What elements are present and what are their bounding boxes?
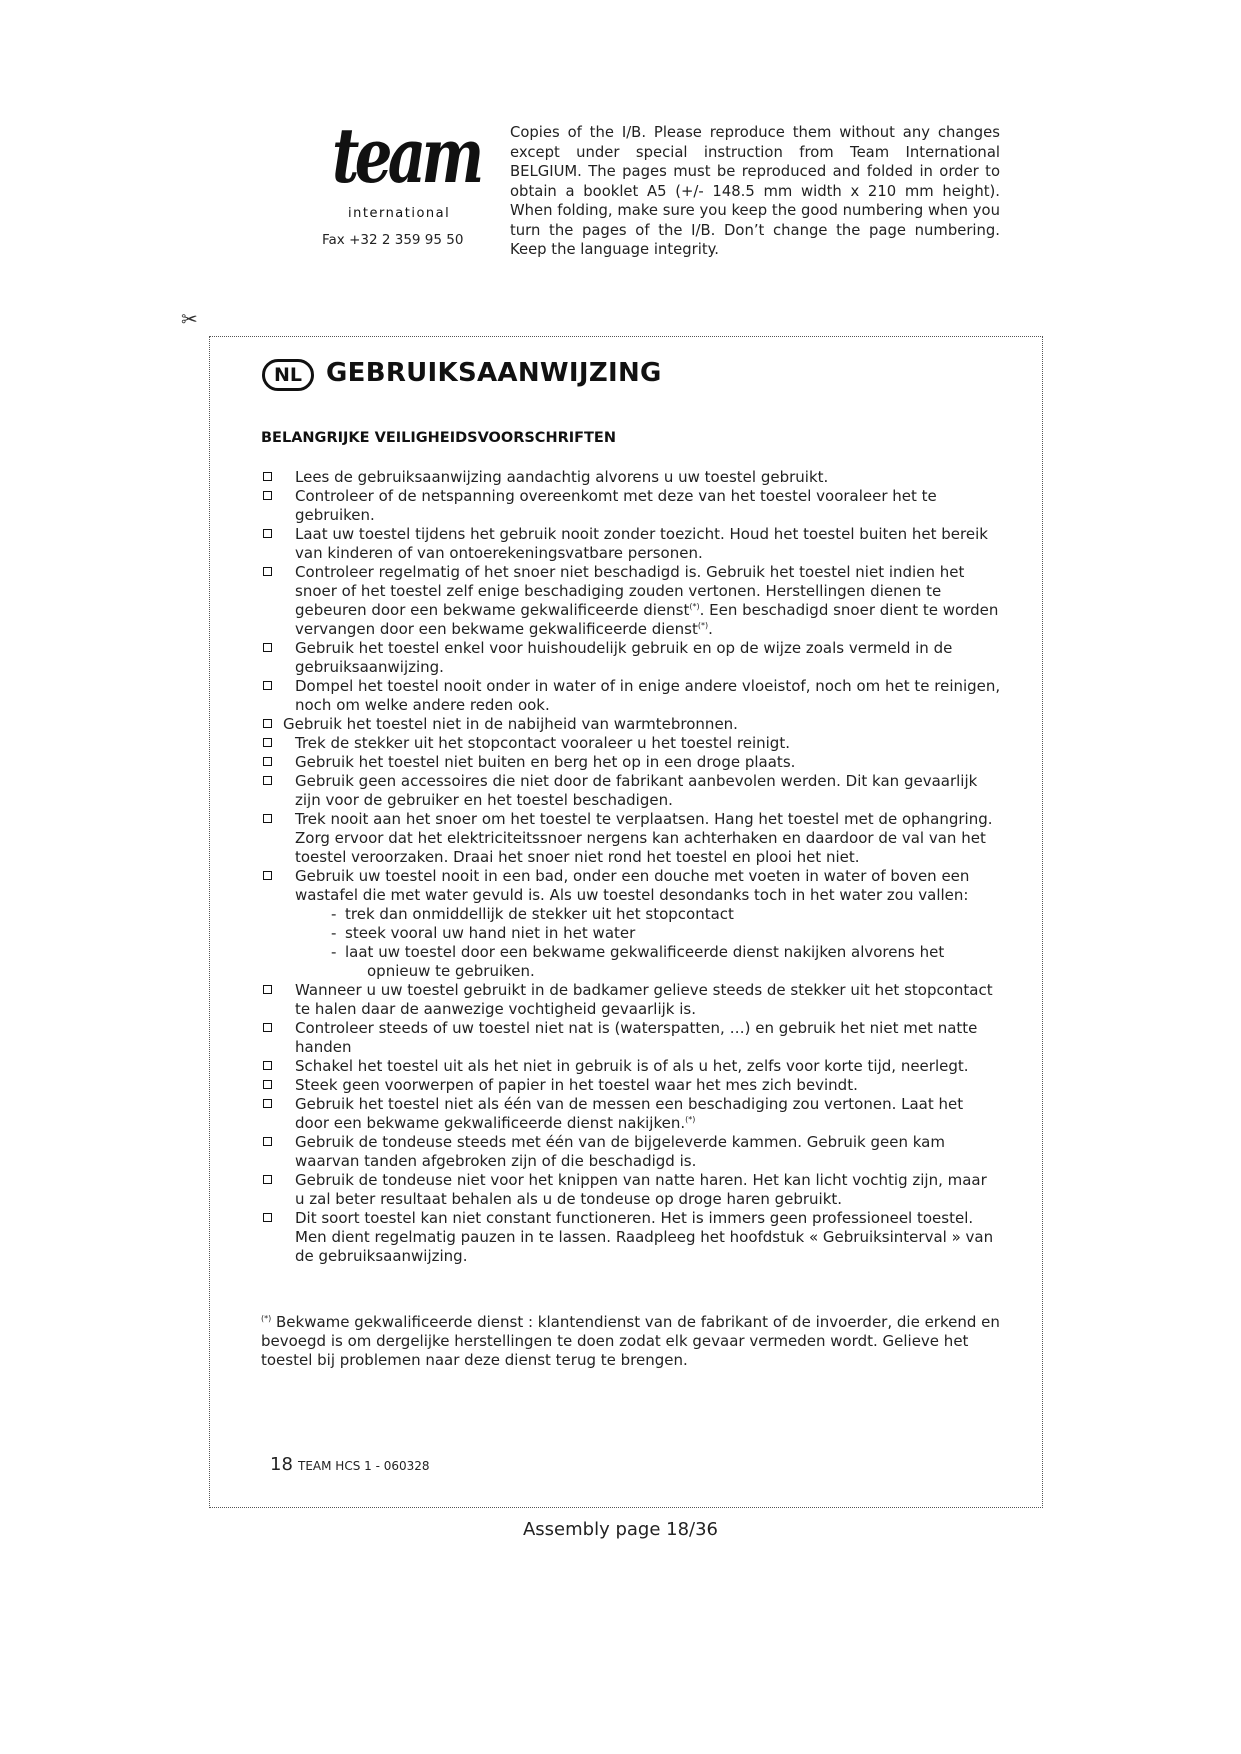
asterisk-reference: (*)	[697, 621, 709, 630]
checkbox-bullet-icon	[263, 491, 272, 500]
logo-subtitle: international	[348, 206, 451, 221]
list-item: Schakel het toestel uit als het niet in gebruik is of als u het, zelfs voor korte tijd, neerlegt.	[261, 1057, 1001, 1076]
reproduction-instructions: Copies of the I/B. Please reproduce them without any changes except under special instruction from Team International BELGIUM. The pages must be reproduced and folded in order to obtain a booklet A5 (+/- 148.5 mm width x 210 mm height). When folding, make sure you keep the good numbering when you turn the pages of the I/B. Don’t change the page numbering. Keep the language integrity.	[510, 124, 1000, 258]
sub-list-item: - trek dan onmiddellijk de stekker uit het stopcontact	[331, 905, 734, 923]
list-item: Controleer steeds of uw toestel niet nat is (waterspatten, …) en gebruik het niet met natte handen	[261, 1019, 1001, 1057]
list-item: Gebruik het toestel enkel voor huishoudelijk gebruik en op de wijze zoals vermeld in de gebruiksaanwijzing.	[261, 639, 1001, 677]
checkbox-bullet-icon	[263, 529, 272, 538]
model-reference: TEAM HCS 1 - 060328	[298, 1459, 430, 1473]
list-item: Gebruik het toestel niet buiten en berg het op in een droge plaats.	[261, 753, 1001, 772]
checkbox-bullet-icon	[263, 1099, 272, 1108]
fax-number: Fax +32 2 359 95 50	[322, 232, 464, 248]
checkbox-bullet-icon	[263, 1137, 272, 1146]
list-item: Controleer of de netspanning overeenkomt met deze van het toestel vooraleer het te gebruiken.	[261, 487, 1001, 525]
logo-wordmark: team	[332, 111, 480, 200]
list-item: Gebruik het toestel niet als één van de messen een beschadiging zou vertonen. Laat het door een bekwame gekwalificeerde dienst nakijken.(*)	[261, 1095, 1001, 1133]
checkbox-bullet-icon	[263, 567, 272, 576]
safety-instructions-list	[261, 468, 1001, 1266]
page-title: GEBRUIKSAANWIJZING	[326, 358, 662, 388]
sub-list-item: - steek vooral uw hand niet in het water	[331, 924, 636, 942]
checkbox-bullet-icon	[263, 472, 272, 481]
list-item: Gebruik de tondeuse niet voor het knippen van natte haren. Het kan licht vochtig zijn, maar u zal beter resultaat behalen als u de tondeuse op droge haren gebruikt.	[261, 1171, 1001, 1209]
list-item: Dompel het toestel nooit onder in water of in enige andere vloeistof, noch om het te reinigen, noch om welke andere reden ook.	[261, 677, 1001, 715]
checkbox-bullet-icon	[263, 757, 272, 766]
list-item: Laat uw toestel tijdens het gebruik nooit zonder toezicht. Houd het toestel buiten het bereik van kinderen of van ontoerekeningsvatbare personen.	[261, 525, 1001, 563]
asterisk-reference: (*)	[689, 602, 700, 611]
checkbox-bullet-icon	[263, 643, 272, 652]
checkbox-bullet-icon	[263, 1213, 272, 1222]
list-item: Gebruik uw toestel nooit in een bad, onder een douche met voeten in water of boven een wastafel die met water gevuld is. Als uw toestel desondanks toch in het water zou vallen:	[261, 867, 1001, 905]
list-item: Dit soort toestel kan niet constant functioneren. Het is immers geen professioneel toestel. Men dient regelmatig pauzen in te lassen. Raadpleeg het hoofdstuk « Gebruiksinterval » van de gebruiksaanwijzing.	[261, 1209, 1001, 1266]
checkbox-bullet-icon	[263, 985, 272, 994]
footnote: (*) Bekwame gekwalificeerde dienst : klantendienst van de fabrikant of de invoerder, die erkend en bevoegd is om dergelijke herstellingen te doen zodat elk gevaar vermeden wordt. Gelieve het toestel bij problemen naar deze dienst terug te brengen.	[261, 1313, 1000, 1369]
asterisk-reference: (*)	[685, 1115, 696, 1124]
sub-list-item: - laat uw toestel door een bekwame gekwalificeerde dienst nakijken alvorens het	[331, 943, 945, 961]
section-heading: BELANGRIJKE VEILIGHEIDSVOORSCHRIFTEN	[261, 430, 616, 446]
list-item: Trek de stekker uit het stopcontact vooraleer u het toestel reinigt.	[261, 734, 1001, 753]
sub-list-item-continuation: opnieuw te gebruiken.	[367, 962, 535, 980]
page-number: 18	[270, 1454, 293, 1475]
checkbox-bullet-icon	[263, 1061, 272, 1070]
checkbox-bullet-icon	[263, 681, 272, 690]
checkbox-bullet-icon	[263, 1080, 272, 1089]
checkbox-bullet-icon	[263, 871, 272, 880]
checkbox-bullet-icon	[263, 719, 272, 728]
checkbox-bullet-icon	[263, 814, 272, 823]
list-item: Steek geen voorwerpen of papier in het toestel waar het mes zich bevindt.	[261, 1076, 1001, 1095]
language-badge: NL	[262, 359, 314, 391]
assembly-page-label: Assembly page 18/36	[522, 1519, 719, 1540]
asterisk-reference: (*)	[261, 1314, 272, 1323]
list-item: Lees de gebruiksaanwijzing aandachtig alvorens u uw toestel gebruikt.	[261, 468, 1001, 487]
list-item: Gebruik geen accessoires die niet door de fabrikant aanbevolen werden. Dit kan gevaarlijk zijn voor de gebruiker en het toestel beschadigen.	[261, 772, 1001, 810]
list-item: Trek nooit aan het snoer om het toestel te verplaatsen. Hang het toestel met de ophangring. Zorg ervoor dat het elektriciteitssnoer nergens kan achterhaken en daardoor de val van het toestel veroorzaken. Draai het snoer niet rond het toestel en plooi het niet.	[261, 810, 1001, 867]
list-item: Wanneer u uw toestel gebruikt in de badkamer gelieve steeds de stekker uit het stopcontact te halen daar de aanwezige vochtigheid gevaarlijk is.	[261, 981, 1001, 1019]
list-item: Gebruik de tondeuse steeds met één van de bijgeleverde kammen. Gebruik geen kam waarvan tanden afgebroken zijn of die beschadigd is.	[261, 1133, 1001, 1171]
checkbox-bullet-icon	[263, 776, 272, 785]
list-item: Gebruik het toestel niet in de nabijheid van warmtebronnen.	[261, 715, 1001, 734]
checkbox-bullet-icon	[263, 1175, 272, 1184]
checkbox-bullet-icon	[263, 738, 272, 747]
scissors-icon: ✂	[181, 307, 198, 331]
checkbox-bullet-icon	[263, 1023, 272, 1032]
list-item: Controleer regelmatig of het snoer niet beschadigd is. Gebruik het toestel niet indien het snoer of het toestel zelf enige beschadiging zouden vertonen. Herstellingen dienen te gebeuren door een bekwame gekwalificeerde dienst(*). Een beschadigd snoer dient te worden vervangen door een bekwame gekwalificeerde dienst(*).	[261, 563, 1001, 639]
team-logo	[318, 111, 480, 226]
